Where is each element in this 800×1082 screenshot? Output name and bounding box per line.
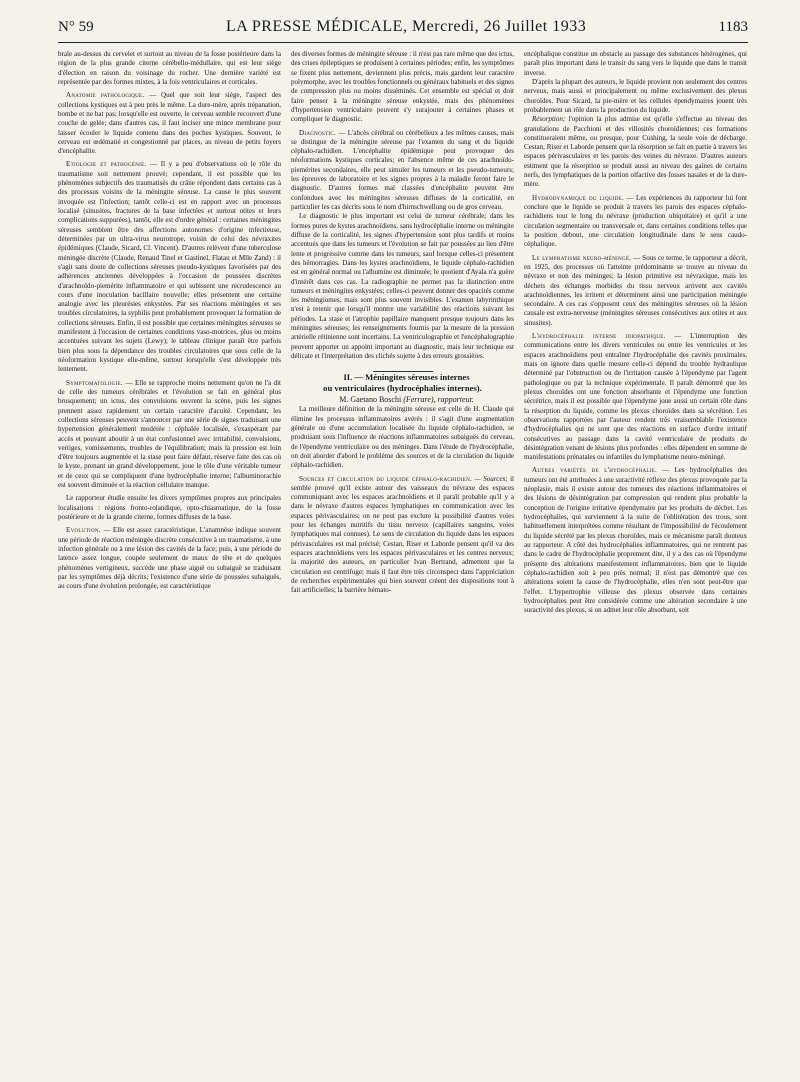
section-heading: Etiologie et pathogénie. (66, 160, 147, 169)
section-autres-varietes (524, 466, 747, 615)
paragraph: La meilleure définition de la méningite séreuse est celle de H. Claude qui élimine les processus inflammatoires avérés : il s'agit d'une augmentation générale ou d'une accumulation localisée du liquide céphalo-rachidien, se produisant sous l'influence de réactions inflammatoires subaiguës du cerveau, de l'épendyme ventriculaire ou des méninges. Dans l'étude de l'hydrocéphalie, on doit aborder d'abord le problème des sources et de la circulation du liquide céphalo-rachidien. (291, 405, 514, 470)
page-number: 1183 (718, 19, 748, 35)
section-sources (291, 475, 514, 596)
paragraph-text: l'opinion la plus admise est qu'elle s'effectue au niveau des granulations de Pacchioni et des villosités choroïdiennes; ces formations constitueraient même, ou presque, pour Cushing, la seule voie de décharge. Cestan, Riser et Laborde pensent que la résorption se fait en partie à travers les espaces périvasculaires et les parois des veines du névraxe. D'autres auteurs estiment que la résorption se produit aussi au niveau des gaines de certains nerfs, des lymphatiques de la portion olfactive des fosses nasales et de la dure-mère. (524, 115, 747, 189)
paragraph: brale au-dessus du cervelet et surtout au niveau de la fosse postérieure dans la région de la plus grande citerne cérébello-médullaire, qui est leur siège d'élection en raison du voisinage du rocher. Une dernière variété est représentée par des formes mixtes, à la fois ventriculaires et corticales. (58, 50, 281, 86)
section-heading: Symptomatologie. (66, 378, 123, 387)
section-title-line-2: ou ventriculaires (hydrocéphalies internes). (323, 383, 482, 394)
author-name: M. Gaetano Boschi (339, 395, 402, 405)
paragraph-text: — Les expériences du rapporteur lui font conclure que le liquide se produit à travers les parois des espaces céphalo-rachidiens tout le long du névraxe (production ubiquitaire) et qu'il a une circulation segmentaire ou transversale et, dans certaines conditions telles que la position debout, une circulation longitudinale dans le sens caudo-céphalique. (524, 193, 747, 249)
section-heading: Hydrodynamique du liquide. (532, 193, 625, 202)
paragraph: Le diagnostic le plus important est celui de tumeur cérébrale; dans les formes pures de kystes arachnoïdiens, sans hydrocéphalie interne ou méningite diffuse de la corticalité, les signes d'hypertension sont plus tardifs et moins accentués que dans les tumeurs et l'évolution se fait par poussées au lieu d'être lente et progressive comme dans les tumeurs, sauf lorsque celles-ci présentent des hémorragies. Dans les kystes arachnoïdiens, le liquide céphalo-rachidien est en général normal ou l'albumine est diminuée; le quotient d'Ayala n'a guère d'intérêt dans ces cas. La radiographie ne permet pas la distinction entre tumeurs et méningites enkystées; celles-ci peuvent donner des opacités comme les méningiomes, mais sont plus souvent invisibles. L'examen labyrinthique n'est à retenir que lorsqu'il montre une variabilité des réactions suivant les périodes. La stase et l'atrophie papillaire manquent presque toujours dans les méningites séreuses; les renseignements fournis par la mesure de la pression artérielle rétinienne sont incertains. La ventriculographie et l'encéphalographie peuvent apporter un appoint important au diagnostic, mais leur technique est délicate et l'interprétation des clichés sujette à des erreurs grossières. (291, 212, 514, 360)
section-heading: Diagnostic. (299, 128, 337, 137)
section-heading: Le lymphatisme neuro-méningé. (532, 253, 632, 262)
column-1 (58, 50, 281, 1074)
author-affiliation: (Ferrare), rapporteur. (401, 395, 474, 405)
section-diagnostic (291, 129, 514, 213)
paragraph: encéphalique constitue un obstacle au passage des substances hétérogènes, qui paraît plus important dans le transit du sang vers le liquide que dans le transit inverse. (524, 50, 747, 77)
paragraph: des diverses formes de méningite séreuse : il n'est pas rare même que des ictus, des crises épileptiques se produisent à certaines périodes; enfin, les symptômes se fixent plus nettement, deviennent plus précis, mais gardent leur caractère polymorphe, avec les troubles fonctionnels ou généraux habituels et des signes de compression plus ou moins disséminés. Cet ensemble est spécial et doit faire penser à la méningite séreuse enkystée, mais des phénomènes d'hypertension ventriculaire peuvent s'y surajouter à certaines phases et compliquer le diagnostic. (291, 50, 514, 124)
section-lymphatisme (524, 254, 747, 329)
subsection-heading: Résorption; (532, 115, 566, 124)
paragraph-text: il semble prouvé qu'il existe autour des vaisseaux du névraxe des espaces communiquant avec les espaces arachnoïdiens et il paraît probable qu'il y a dans le névraxe d'autres espaces lymphatiques en communication avec les espaces périvasculaires; on ne peut pas exclure la possibilité d'autres voies pour les échanges nutritifs du tissu nerveux (capillaires sanguins, voies lymphatiques mal connues). Le sens de circulation du liquide dans les espaces périvasculaires est mal précisé; Cestan, Riser et Laborde pensent qu'il va des espaces arachnoïdiens vers les espaces périvasculaires et les centres nerveux; la majorité des auteurs, en particulier Ivan Bertrand, admettent que la circulation est centrifuge; mais il faut être très circonspect dans l'appréciation de recherches expérimentales qui bien souvent créent des dispositions tout à fait artificielles; la barrière hémato- (291, 474, 514, 595)
issue-number: N° 59 (58, 19, 94, 35)
paragraph-text: — Sous ce terme, le rapporteur a décrit, en 1925, des processus où l'atteinte prédominante se trouve au niveau du névraxe et non des méninges; la lésion primitive est névraxique, mais les déchets des échanges morbides du tissu nerveux arrivent aux cavités arachnoïdiennes, les irritent et déterminent ainsi une participation méningée secondaire. A ces cas s'opposent ceux des méningites séreuses où la lésion causale est extra-nerveuse (méningites séreuses consécutives aux otites et aux sinusites). (524, 253, 747, 327)
column-2 (291, 50, 514, 1074)
text-columns (58, 50, 748, 1074)
section-resorption (524, 115, 747, 190)
paragraph-text: — Elle est assez caractéristique. L'anamnèse indique souvent une période de réaction méningée discrète consécutive à un traumatisme, à une infection générale ou à une lésion des cavités de la face; puis, à une période de latence assez longue, coupée seulement de maux de tête et de quelques phénomènes vertigineux, succède une phase aiguë ou subaiguë se traduisant par les symptômes déjà décrits; l'existence d'une série de poussées subaiguës, au cours d'une évolution prolongée, est caractéristique (58, 526, 281, 591)
header-rule (58, 42, 748, 43)
section-anatomie (58, 91, 281, 156)
section-hydrocephalie-idiopathique (524, 332, 747, 462)
paragraph: D'après la plupart des auteurs, le liquide provient non seulement des centres nerveux, mais aussi et principalement ou même exclusivement des plexus choroïdes. Pour Sicard, la pie-mère et les cellules épendymaires jouent très probablement un rôle dans la production du liquide. (524, 77, 747, 114)
column-3 (524, 50, 747, 1074)
paragraph-text: — Quel que soit leur siège, l'aspect des collections kystiques est à peu près le même. La dure-mère, après trépanation, bombe et ne bat pas; lorsqu'elle est ouverte, le cerveau semble recouvert d'une couche de gelée; dans d'autres cas, il faut inciser une mince membrane pour laisser écouler le liquide contenu dans des poches kystiques. Souvent, le cerveau est œdématié et congestionné par places, au niveau de petits foyers d'encéphalite. (58, 91, 281, 156)
section-hydrodynamique (524, 194, 747, 250)
paragraph: Le rapporteur étudie ensuite les divers symptômes propres aux principales localisations : régions fronto-rolandique, opto-chiasmatique, de la fosse postérieure et de la grande citerne, formes diffuses de la base. (58, 494, 281, 521)
running-header (58, 18, 748, 40)
paragraph-text: — L'interruption des communications entre les divers ventricules ou entre les ventricules et les espaces arachnoïdiens peut entraîner l'hydrocéphalie des cavités proximales, mais on ignore dans quelle mesure celle-ci dépend du trouble hydraulique déterminé par l'obstruction ou de l'irritation causée à l'épendyme par l'agent pathologique ou par la technique expérimentale. Il paraît démontré que les plexus choroïdes ont une fonction absorbante et l'épendyme une fonction sécrétrice, mais il est possible que l'épendyme joue aussi un certain rôle dans la résorption du liquide, comme les plexus choroïdes dans sa sécrétion. Les observations rapportées par l'auteur rendent très vraisemblable l'existence d'hydrocéphalies qui ne sont que des réactions en surface d'ordre irritatif consécutives au passage dans la cavité ventriculaire de produits de désintégration venant de lésions plus profondes : elles dépendent en somme de manifestations prénatales ou infantiles du lymphatisme neuro-méningé. (524, 332, 747, 462)
section-symptomatologie (58, 379, 281, 491)
section-heading: Anatomie pathologique. (66, 91, 145, 100)
section-heading: Autres variétés de l'hydrocéphalie. (532, 466, 658, 475)
subsection-heading: — Sources; (472, 474, 508, 483)
section-heading: Evolution. (66, 526, 101, 535)
section-title-line-1: II. — Méningites séreuses internes (343, 372, 470, 383)
journal-title: LA PRESSE MÉDICALE, Mercredi, 26 Juillet 1933 (225, 18, 587, 35)
rapporteur-line (291, 394, 514, 405)
section-heading: Sources et circulation du liquide céphalo-rachidien. (299, 474, 473, 483)
paragraph-text: — Il y a peu d'observations où le rôle du traumatisme soit nettement prouvé; cependant, il est possible que les phénomènes subjectifs des traumatisés du crâne répondent dans certains cas à des processus voisins de la méningite séreuse. La cause le plus souvent invoquée est l'infection; tantôt celle-ci est en rapport avec un processus localisé (sinusites, fractures de la base infectées et surtout otites et leurs complications suppurées), tantôt, elle est d'ordre général : certaines méningites séreuses semblent être des affections autonomes d'origine infectieuse, déterminées par un ultra-virus neurotrope, voisin de celui des névraxites épidémiques (Claude, Sicard, Cl. Vincent). D'autres relèvent d'une tuberculose méningée discrète (Claude, Renaud Tinel et Gastinel, Flatau et Mlle Zand) : il s'agit sans doute de collections séreuses pseudo-kystiques favorisées par des adhérences anciennes développées à l'occasion de poussées discrètes d'arachnoïdo-piemérite inflammatoire et qui subissent une recrudescence au cours d'une inoculation bacillaire nouvelle; elles présentent une certaine analogie avec les pleurésies enkystées. Par ses réactions méningées et ses troubles circulatoires, la syphilis peut probablement provoquer la formation de collections séreuses. Enfin, il est possible que certaines méningites séreuses se manifestent à l'occasion de certaines conditions vaso-motrices, plus ou moins accentuées suivant les sujets (Lewy); le tableau clinique paraît être parfois bien plus sous la dépendance des troubles circulatoires que sous celle de la néoformation kystique elle-même, surtout lorsqu'elle s'est développée très lentement. (58, 160, 281, 374)
paragraph-text: — Elle se rapproche moins nettement qu'on ne l'a dit de celle des tumeurs cérébrales et l'évolution se fait en général plus brusquement; un ictus, des convulsions ouvrent la scène, puis les signes prennent assez rapidement un certain caractère d'acuité. Cependant, les collections séreuses peuvent s'annoncer par une série de signes traduisant une hypertension généralement modérée : céphalée localisée, s'exaspérant par accès et pouvant aboutir à un état confusionnel avec irritabilité, convulsions, vertiges, vomissements, troubles de l'équilibration; mais la pression est loin d'être toujours augmentée et la stase peut faire défaut, réserve faite des cas où le kyste, prenant un grand développement, joue le rôle d'une véritable tumeur et de ceux qui se compliquent d'une hydrocéphalie interne; l'albuminorachie est souvent diminuée et la réaction cellulaire manque. (58, 378, 281, 490)
section-title (291, 372, 514, 394)
section-heading: L'hydrocéphalie interne idiopathique. (532, 332, 666, 341)
paragraph-text: — L'abcès cérébral ou cérébelleux a les mêmes causes, mais se distingue de la méningite séreuse par l'examen du sang et du liquide céphalo-rachidien. L'encéphalite épidémique peut provoquer des néoformations kystiques corticales; en l'absence même de ces arachnoïdo-piemérites secondaires, elle peut simuler les tumeurs et les pseudo-tumeurs; les épreuves de laboratoire et les signes propres à la maladie feront faire le diagnostic. D'autres formes mal classées d'encéphalite peuvent être confondues avec les méningites séreuses diffuses de la corticalité, en particulier les cas décrits sous le nom d'hirnschwellung ou de gros cerveau. (291, 128, 514, 211)
section-evolution (58, 526, 281, 591)
paragraph-text: — Les hydrocéphalies des tumeurs ont été attribuées à une suractivité réflexe des plexus provoquée par la néoplasie, mais il existe autour des tumeurs des réactions inflammatoires et des lésions de désintégration par compression qui rendent plus probable la conception de l'origine irritative épendymaire par les produits de déchet. Les hydrocéphalies, qui surviennent à la suite de l'oblitération des trous, sont habituellement interprétées comme résultant de l'impossibilité de l'écoulement du liquide sécrété par les plexus choroïdes, mais ce mécanisme paraît douteux au rapporteur. A côté des hydrocéphalies inflammatoires, qui ne rentrent pas dans le cadre de l'hydrocéphalie proprement dite, il y a des cas où l'épendyme présente des altérations manifestement inflammatoires, bien que le liquide céphalo-rachidien soit à peu près normal; il n'est pas démontré que ces altérations soient la cause de l'hydrocéphalie, elles n'en sont peut-être que l'effet. L'hypertrophie villeuse des plexus observée dans certaines hydrocéphalies peut être considérée comme une altération secondaire à une suractivité des plexus, si on admet leur rôle absorbant, soit (524, 466, 747, 615)
section-etiologie (58, 160, 281, 374)
